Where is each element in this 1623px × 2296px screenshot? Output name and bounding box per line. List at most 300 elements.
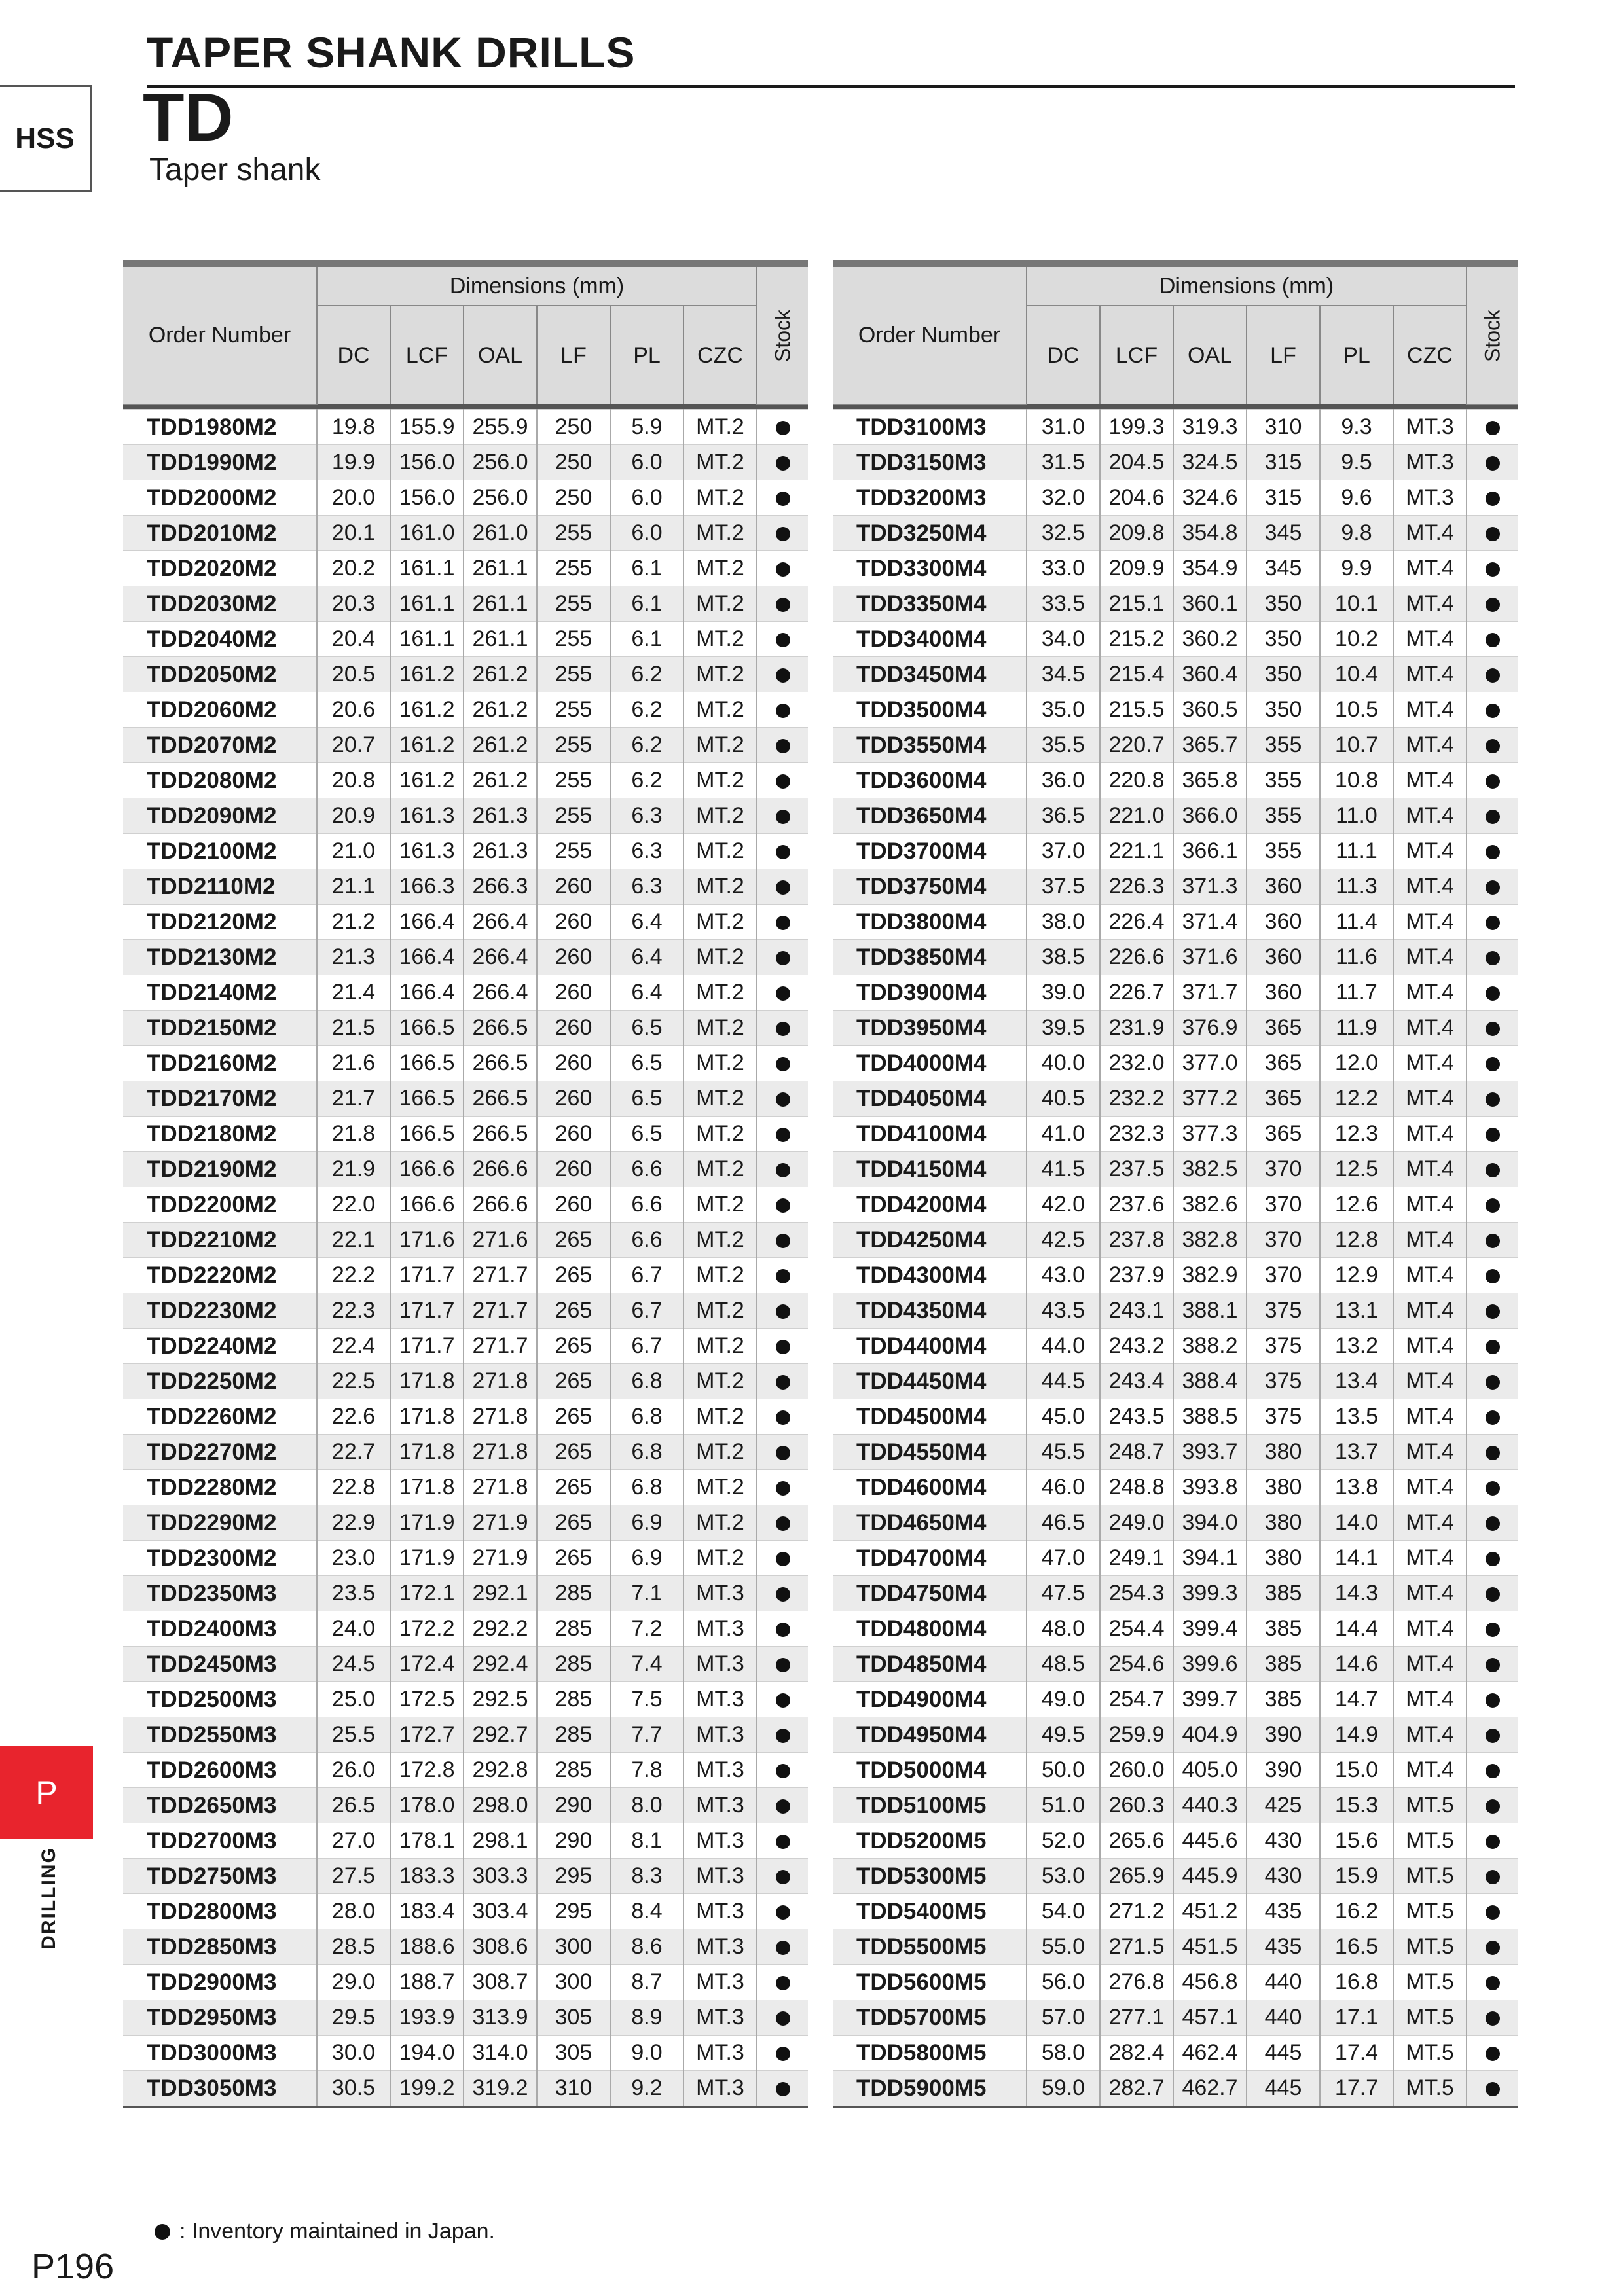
table-row (123, 692, 808, 728)
cell-pl: 6.5 (610, 1081, 684, 1117)
cell-stock (757, 1223, 808, 1258)
cell-pl: 8.7 (610, 1965, 684, 2000)
cell-stock (1467, 1117, 1518, 1152)
table-row (123, 905, 808, 940)
table-row (833, 1929, 1518, 1965)
cell-lcf: 237.6 (1100, 1187, 1173, 1223)
cell-order: TDD2500M3 (123, 1682, 317, 1717)
column-header-order-number: Order Number (123, 267, 317, 404)
column-group-dimensions: Dimensions (mm) (317, 267, 757, 306)
cell-stock (1467, 940, 1518, 975)
cell-stock (757, 1364, 808, 1399)
cell-order: TDD2170M2 (123, 1081, 317, 1117)
cell-order: TDD4150M4 (833, 1152, 1027, 1187)
cell-stock (757, 1435, 808, 1470)
cell-dc: 44.5 (1027, 1364, 1100, 1399)
cell-czc: MT.5 (1393, 1823, 1467, 1859)
cell-czc: MT.5 (1393, 2036, 1467, 2071)
cell-dc: 20.4 (317, 622, 390, 657)
cell-dc: 49.0 (1027, 1682, 1100, 1717)
cell-pl: 6.8 (610, 1435, 684, 1470)
filled-circle-icon (776, 1799, 790, 1814)
cell-czc: MT.2 (684, 1399, 757, 1435)
cell-oal: 399.4 (1173, 1611, 1247, 1647)
cell-czc: MT.4 (1393, 905, 1467, 940)
cell-lcf: 199.2 (390, 2071, 464, 2106)
series-description: Taper shank (149, 152, 321, 187)
cell-czc: MT.4 (1393, 834, 1467, 869)
table-row (123, 622, 808, 657)
cell-pl: 6.2 (610, 763, 684, 798)
column-header-stock: Stock (1467, 267, 1518, 404)
cell-lf: 350 (1247, 622, 1320, 657)
cell-lf: 260 (537, 1011, 610, 1046)
cell-stock (757, 551, 808, 586)
cell-lcf: 172.2 (390, 1611, 464, 1647)
table-row (123, 1046, 808, 1081)
cell-czc: MT.2 (684, 622, 757, 657)
cell-order: TDD5300M5 (833, 1859, 1027, 1894)
cell-order: TDD3200M3 (833, 480, 1027, 516)
cell-pl: 6.5 (610, 1046, 684, 1081)
cell-lf: 260 (537, 975, 610, 1011)
cell-oal: 271.8 (464, 1364, 537, 1399)
cell-order: TDD2300M2 (123, 1541, 317, 1576)
cell-dc: 25.0 (317, 1682, 390, 1717)
cell-oal: 365.7 (1173, 728, 1247, 763)
cell-czc: MT.4 (1393, 1081, 1467, 1117)
cell-czc: MT.2 (684, 1364, 757, 1399)
table-row (833, 622, 1518, 657)
table-row (123, 1364, 808, 1399)
cell-oal: 266.4 (464, 975, 537, 1011)
cell-pl: 12.9 (1320, 1258, 1393, 1293)
cell-lf: 260 (537, 1152, 610, 1187)
cell-lcf: 166.5 (390, 1117, 464, 1152)
cell-stock (1467, 1541, 1518, 1576)
cell-stock (757, 445, 808, 480)
filled-circle-icon (776, 2082, 790, 2096)
page-number: P196 (31, 2247, 115, 2286)
cell-order: TDD2200M2 (123, 1187, 317, 1223)
cell-lcf: 282.7 (1100, 2071, 1173, 2106)
cell-lcf: 155.9 (390, 410, 464, 445)
cell-stock (757, 1576, 808, 1611)
cell-pl: 7.1 (610, 1576, 684, 1611)
cell-lcf: 183.3 (390, 1859, 464, 1894)
cell-lf: 370 (1247, 1187, 1320, 1223)
cell-order: TDD4000M4 (833, 1046, 1027, 1081)
cell-lcf: 166.6 (390, 1152, 464, 1187)
cell-pl: 13.2 (1320, 1329, 1393, 1364)
cell-oal: 308.7 (464, 1965, 537, 2000)
cell-order: TDD3750M4 (833, 869, 1027, 905)
table-row (833, 1576, 1518, 1611)
cell-czc: MT.2 (684, 1505, 757, 1541)
table-row (833, 1223, 1518, 1258)
table-row (833, 1011, 1518, 1046)
cell-lf: 375 (1247, 1399, 1320, 1435)
cell-dc: 21.3 (317, 940, 390, 975)
cell-czc: MT.2 (684, 692, 757, 728)
cell-czc: MT.2 (684, 763, 757, 798)
cell-lf: 285 (537, 1717, 610, 1753)
cell-lf: 390 (1247, 1753, 1320, 1788)
cell-lcf: 161.3 (390, 798, 464, 834)
cell-oal: 462.7 (1173, 2071, 1247, 2106)
table-row (123, 728, 808, 763)
cell-lf: 260 (537, 869, 610, 905)
table-row (123, 940, 808, 975)
cell-pl: 8.6 (610, 1929, 684, 1965)
cell-oal: 371.3 (1173, 869, 1247, 905)
cell-pl: 6.7 (610, 1329, 684, 1364)
filled-circle-icon (776, 1234, 790, 1248)
cell-lcf: 237.8 (1100, 1223, 1173, 1258)
cell-oal: 261.1 (464, 586, 537, 622)
cell-lf: 360 (1247, 940, 1320, 975)
cell-oal: 366.0 (1173, 798, 1247, 834)
cell-lcf: 215.2 (1100, 622, 1173, 657)
cell-pl: 11.0 (1320, 798, 1393, 834)
cell-stock (1467, 1505, 1518, 1541)
cell-order: TDD4200M4 (833, 1187, 1027, 1223)
table-row (123, 1647, 808, 1682)
table-row (123, 869, 808, 905)
cell-lcf: 282.4 (1100, 2036, 1173, 2071)
cell-lcf: 226.3 (1100, 869, 1173, 905)
cell-oal: 445.6 (1173, 1823, 1247, 1859)
cell-pl: 17.4 (1320, 2036, 1393, 2071)
cell-stock (757, 1117, 808, 1152)
cell-czc: MT.5 (1393, 1788, 1467, 1823)
cell-pl: 7.4 (610, 1647, 684, 1682)
cell-czc: MT.4 (1393, 516, 1467, 551)
cell-dc: 28.5 (317, 1929, 390, 1965)
filled-circle-icon (776, 1092, 790, 1107)
cell-lf: 430 (1247, 1859, 1320, 1894)
cell-oal: 371.7 (1173, 975, 1247, 1011)
cell-order: TDD5200M5 (833, 1823, 1027, 1859)
cell-lf: 345 (1247, 551, 1320, 586)
cell-czc: MT.4 (1393, 1152, 1467, 1187)
cell-dc: 20.7 (317, 728, 390, 763)
table-row (123, 1258, 808, 1293)
cell-dc: 57.0 (1027, 2000, 1100, 2036)
cell-lcf: 243.1 (1100, 1293, 1173, 1329)
cell-oal: 399.6 (1173, 1647, 1247, 1682)
cell-pl: 13.5 (1320, 1399, 1393, 1435)
cell-dc: 21.9 (317, 1152, 390, 1187)
cell-stock (757, 622, 808, 657)
cell-czc: MT.3 (684, 1965, 757, 2000)
cell-lf: 355 (1247, 763, 1320, 798)
cell-dc: 48.5 (1027, 1647, 1100, 1682)
cell-lf: 385 (1247, 1611, 1320, 1647)
table-row (123, 1187, 808, 1223)
cell-lf: 285 (537, 1753, 610, 1788)
cell-czc: MT.2 (684, 480, 757, 516)
cell-stock (1467, 1223, 1518, 1258)
cell-dc: 52.0 (1027, 1823, 1100, 1859)
table-row (833, 2036, 1518, 2071)
cell-stock (1467, 763, 1518, 798)
cell-dc: 27.5 (317, 1859, 390, 1894)
cell-oal: 271.6 (464, 1223, 537, 1258)
cell-oal: 388.2 (1173, 1329, 1247, 1364)
cell-order: TDD4900M4 (833, 1682, 1027, 1717)
cell-order: TDD5500M5 (833, 1929, 1027, 1965)
column-header-oal: OAL (1173, 306, 1247, 404)
cell-stock (757, 1682, 808, 1717)
cell-czc: MT.4 (1393, 1541, 1467, 1576)
cell-dc: 23.5 (317, 1576, 390, 1611)
cell-czc: MT.2 (684, 798, 757, 834)
cell-order: TDD4050M4 (833, 1081, 1027, 1117)
cell-stock (757, 657, 808, 692)
column-header-dc: DC (1027, 306, 1100, 404)
table-row (833, 586, 1518, 622)
cell-lcf: 161.1 (390, 551, 464, 586)
cell-pl: 16.5 (1320, 1929, 1393, 1965)
table-row (123, 516, 808, 551)
cell-dc: 36.0 (1027, 763, 1100, 798)
cell-lf: 375 (1247, 1364, 1320, 1399)
cell-czc: MT.3 (1393, 410, 1467, 445)
table-row (833, 445, 1518, 480)
cell-pl: 6.1 (610, 586, 684, 622)
cell-pl: 14.0 (1320, 1505, 1393, 1541)
cell-pl: 14.3 (1320, 1576, 1393, 1611)
cell-lcf: 156.0 (390, 480, 464, 516)
cell-dc: 21.5 (317, 1011, 390, 1046)
cell-pl: 7.5 (610, 1682, 684, 1717)
filled-circle-icon (1486, 421, 1500, 435)
cell-pl: 9.5 (1320, 445, 1393, 480)
cell-pl: 13.4 (1320, 1364, 1393, 1399)
cell-oal: 377.3 (1173, 1117, 1247, 1152)
cell-lf: 285 (537, 1576, 610, 1611)
cell-lcf: 199.3 (1100, 410, 1173, 445)
cell-lcf: 277.1 (1100, 2000, 1173, 2036)
cell-oal: 440.3 (1173, 1788, 1247, 1823)
cell-czc: MT.4 (1393, 586, 1467, 622)
filled-circle-icon (776, 1552, 790, 1566)
cell-stock (757, 798, 808, 834)
cell-dc: 21.8 (317, 1117, 390, 1152)
cell-lf: 375 (1247, 1293, 1320, 1329)
cell-lcf: 172.1 (390, 1576, 464, 1611)
filled-circle-icon (776, 668, 790, 683)
cell-lf: 255 (537, 657, 610, 692)
table-row (833, 1823, 1518, 1859)
cell-order: TDD3850M4 (833, 940, 1027, 975)
filled-circle-icon (1486, 1410, 1500, 1425)
cell-dc: 45.0 (1027, 1399, 1100, 1435)
cell-stock (1467, 1753, 1518, 1788)
cell-lcf: 243.5 (1100, 1399, 1173, 1435)
cell-dc: 22.8 (317, 1470, 390, 1505)
cell-order: TDD4650M4 (833, 1505, 1027, 1541)
filled-circle-icon (1486, 916, 1500, 930)
cell-czc: MT.3 (684, 1611, 757, 1647)
cell-dc: 34.0 (1027, 622, 1100, 657)
filled-circle-icon (1486, 986, 1500, 1001)
cell-czc: MT.3 (684, 1753, 757, 1788)
cell-lf: 260 (537, 1081, 610, 1117)
cell-stock (757, 763, 808, 798)
cell-lcf: 166.3 (390, 869, 464, 905)
cell-oal: 271.7 (464, 1329, 537, 1364)
cell-oal: 261.2 (464, 692, 537, 728)
cell-czc: MT.5 (1393, 1859, 1467, 1894)
cell-order: TDD3600M4 (833, 763, 1027, 798)
cell-lcf: 259.9 (1100, 1717, 1173, 1753)
cell-lcf: 172.5 (390, 1682, 464, 1717)
cell-czc: MT.4 (1393, 1117, 1467, 1152)
cell-order: TDD3350M4 (833, 586, 1027, 622)
cell-lcf: 226.7 (1100, 975, 1173, 1011)
table-row (833, 516, 1518, 551)
cell-order: TDD2900M3 (123, 1965, 317, 2000)
cell-pl: 6.3 (610, 798, 684, 834)
cell-order: TDD2140M2 (123, 975, 317, 1011)
cell-czc: MT.2 (684, 1046, 757, 1081)
cell-pl: 12.3 (1320, 1117, 1393, 1152)
table-row (123, 480, 808, 516)
cell-lcf: 171.7 (390, 1258, 464, 1293)
cell-oal: 266.5 (464, 1046, 537, 1081)
table-row (123, 445, 808, 480)
cell-lcf: 231.9 (1100, 1011, 1173, 1046)
cell-lf: 380 (1247, 1541, 1320, 1576)
cell-lf: 265 (537, 1470, 610, 1505)
cell-dc: 43.0 (1027, 1258, 1100, 1293)
cell-dc: 33.0 (1027, 551, 1100, 586)
column-header-czc: CZC (684, 306, 757, 404)
section-label-drilling: DRILLING (38, 1846, 60, 1950)
cell-dc: 53.0 (1027, 1859, 1100, 1894)
cell-dc: 36.5 (1027, 798, 1100, 834)
cell-pl: 11.3 (1320, 869, 1393, 905)
filled-circle-icon (776, 880, 790, 895)
cell-pl: 6.1 (610, 551, 684, 586)
cell-dc: 26.5 (317, 1788, 390, 1823)
cell-oal: 266.3 (464, 869, 537, 905)
table-row (123, 410, 808, 445)
cell-czc: MT.4 (1393, 1293, 1467, 1329)
page-title: TAPER SHANK DRILLS (147, 28, 636, 77)
cell-lcf: 204.5 (1100, 445, 1173, 480)
cell-order: TDD2280M2 (123, 1470, 317, 1505)
cell-lcf: 226.4 (1100, 905, 1173, 940)
cell-lcf: 271.5 (1100, 1929, 1173, 1965)
cell-stock (1467, 1894, 1518, 1929)
cell-oal: 388.4 (1173, 1364, 1247, 1399)
cell-stock (1467, 1647, 1518, 1682)
cell-oal: 382.6 (1173, 1187, 1247, 1223)
cell-stock (757, 1859, 808, 1894)
filled-circle-icon (776, 1658, 790, 1672)
cell-pl: 6.8 (610, 1399, 684, 1435)
cell-lf: 350 (1247, 657, 1320, 692)
cell-oal: 404.9 (1173, 1717, 1247, 1753)
table-row (833, 1965, 1518, 2000)
cell-pl: 6.6 (610, 1223, 684, 1258)
cell-pl: 5.9 (610, 410, 684, 445)
cell-lcf: 161.2 (390, 728, 464, 763)
cell-lcf: 215.1 (1100, 586, 1173, 622)
cell-dc: 31.0 (1027, 410, 1100, 445)
cell-lcf: 209.9 (1100, 551, 1173, 586)
cell-order: TDD4250M4 (833, 1223, 1027, 1258)
cell-czc: MT.2 (684, 905, 757, 940)
cell-lcf: 171.9 (390, 1541, 464, 1576)
cell-lf: 370 (1247, 1258, 1320, 1293)
filled-circle-icon (776, 1163, 790, 1177)
cell-stock (757, 1046, 808, 1081)
table-row (833, 1788, 1518, 1823)
cell-dc: 20.2 (317, 551, 390, 586)
cell-lf: 255 (537, 692, 610, 728)
cell-order: TDD4850M4 (833, 1647, 1027, 1682)
table-row (833, 1717, 1518, 1753)
cell-dc: 39.5 (1027, 1011, 1100, 1046)
cell-stock (757, 1541, 808, 1576)
cell-lf: 255 (537, 834, 610, 869)
cell-lcf: 171.7 (390, 1293, 464, 1329)
cell-pl: 6.3 (610, 869, 684, 905)
cell-order: TDD2100M2 (123, 834, 317, 869)
cell-oal: 261.3 (464, 834, 537, 869)
cell-order: TDD4600M4 (833, 1470, 1027, 1505)
cell-lcf: 171.9 (390, 1505, 464, 1541)
cell-czc: MT.4 (1393, 1470, 1467, 1505)
cell-pl: 9.3 (1320, 410, 1393, 445)
table-row (833, 480, 1518, 516)
cell-lcf: 209.8 (1100, 516, 1173, 551)
cell-dc: 22.0 (317, 1187, 390, 1223)
cell-order: TDD2750M3 (123, 1859, 317, 1894)
cell-lf: 385 (1247, 1647, 1320, 1682)
table-row (123, 1081, 808, 1117)
cell-oal: 261.3 (464, 798, 537, 834)
cell-oal: 462.4 (1173, 2036, 1247, 2071)
cell-pl: 6.5 (610, 1117, 684, 1152)
cell-dc: 22.6 (317, 1399, 390, 1435)
filled-circle-icon (776, 1375, 790, 1390)
cell-pl: 14.7 (1320, 1682, 1393, 1717)
filled-circle-icon (1486, 1198, 1500, 1213)
table-row (833, 1364, 1518, 1399)
cell-oal: 324.6 (1173, 480, 1247, 516)
cell-oal: 271.7 (464, 1258, 537, 1293)
cell-lf: 265 (537, 1541, 610, 1576)
cell-pl: 9.9 (1320, 551, 1393, 586)
cell-oal: 371.6 (1173, 940, 1247, 975)
cell-dc: 28.0 (317, 1894, 390, 1929)
cell-dc: 20.9 (317, 798, 390, 834)
table-row (123, 657, 808, 692)
cell-dc: 42.5 (1027, 1223, 1100, 1258)
table-row (833, 798, 1518, 834)
cell-czc: MT.3 (684, 1576, 757, 1611)
cell-lcf: 243.2 (1100, 1329, 1173, 1364)
filled-circle-icon (1486, 2047, 1500, 2061)
cell-pl: 6.8 (610, 1364, 684, 1399)
cell-dc: 48.0 (1027, 1611, 1100, 1647)
cell-lf: 305 (537, 2036, 610, 2071)
